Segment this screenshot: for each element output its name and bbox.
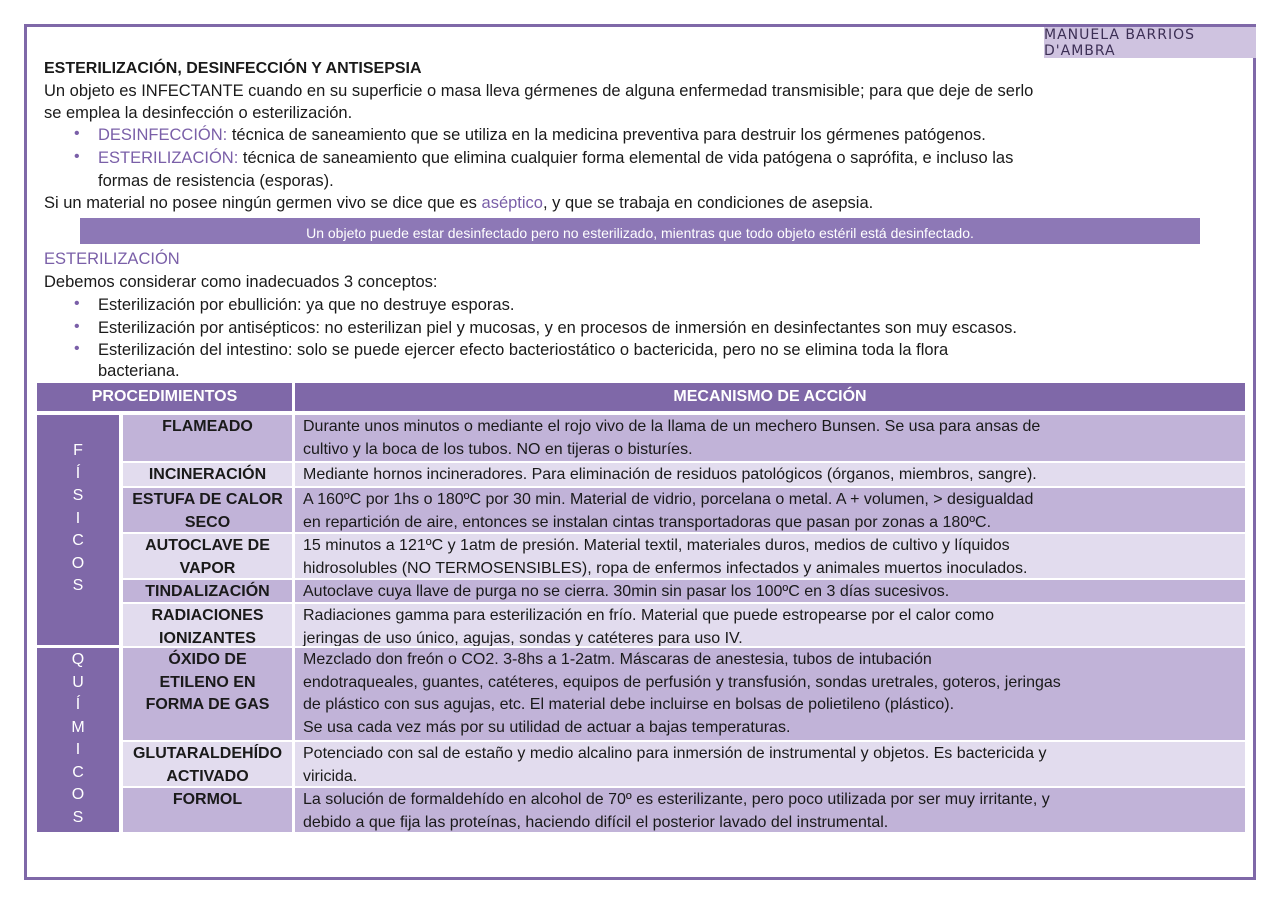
- description-line: 15 minutos a 121ºC y 1atm de presión. Material textil, materiales duros, medios de cultivo y líquidos: [303, 537, 1010, 554]
- description-line: Se usa cada vez más por su utilidad de actuar a bajas temperaturas.: [303, 718, 791, 736]
- group-letter: U: [72, 673, 84, 691]
- description-line: Durante unos minutos o mediante el rojo vivo de la llama de un mechero Bunsen. Se usa para ansas de: [303, 418, 1041, 435]
- description-line: hidrosolubles (NO TERMOSENSIBLES), ropa de enfermos infectados y animales muertos inoculados.: [303, 559, 1028, 577]
- procedure-name-line: IONIZANTES: [159, 629, 256, 646]
- procedure-description: [295, 742, 1245, 786]
- procedure-description: [295, 534, 1245, 578]
- procedure-name: [123, 580, 292, 602]
- col-header-procedimientos: PROCEDIMIENTOS: [37, 383, 292, 411]
- col-header-mecanismo: MECANISMO DE ACCIÓN: [295, 383, 1245, 411]
- procedure-description: [295, 463, 1245, 486]
- description-line: de plástico con sus agujas, etc. El material debe incluirse en bolsas de polietileno (plástico).: [303, 696, 955, 713]
- procedure-name-line: TINDALIZACIÓN: [145, 583, 270, 600]
- procedure-description: [295, 488, 1245, 532]
- description-line: endotraqueales, guantes, catéteres, equipos de perfusión y transfusión, sondas uretrales, goteros, jeringas: [303, 673, 1061, 691]
- procedure-name-line: FLAMEADO: [162, 418, 253, 435]
- procedure-name: [123, 488, 292, 532]
- procedure-name-line: ESTUFA DE CALOR: [132, 491, 283, 508]
- group-letter: C: [72, 763, 84, 781]
- description-line: en repartición de aire, entonces se instalan cintas transportadoras que pasan por zonas a 180ºC.: [303, 513, 992, 531]
- aseptic-post: , y que se trabaja en condiciones de asepsia.: [543, 194, 874, 212]
- inadequate-item: Esterilización por ebullición: ya que no destruye esporas.: [98, 296, 515, 314]
- group-letter: S: [72, 487, 84, 504]
- definition-text-cont: formas de resistencia (esporas).: [98, 172, 334, 190]
- procedure-name: [123, 534, 292, 578]
- description-line: jeringas de uso único, agujas, sondas y catéteres para uso IV.: [303, 629, 743, 646]
- procedure-name: [123, 604, 292, 646]
- description-line: viricida.: [303, 767, 358, 785]
- procedure-name-line: FORMA DE GAS: [145, 696, 270, 713]
- definition-esterilizacion: [98, 147, 1013, 169]
- bullet-icon: •: [74, 295, 80, 312]
- procedure-name-line: ACTIVADO: [166, 767, 249, 785]
- inadequate-item-cont: bacteriana.: [98, 362, 180, 380]
- group-letter: Í: [75, 464, 81, 482]
- procedure-name-line: ETILENO EN: [159, 673, 256, 691]
- procedure-name: [123, 648, 292, 740]
- group-fisicos: [37, 415, 119, 645]
- group-letter: S: [72, 808, 84, 826]
- group-letter: Q: [71, 651, 85, 668]
- bullet-icon: •: [74, 318, 80, 335]
- procedure-name-line: INCINERACIÓN: [148, 466, 267, 483]
- procedure-name-line: FORMOL: [172, 791, 243, 808]
- intro-line-2: se emplea la desinfección o esterilización.: [44, 104, 353, 122]
- procedure-name-line: ÓXIDO DE: [168, 651, 247, 668]
- procedure-description: [295, 415, 1245, 461]
- procedure-description: [295, 648, 1245, 740]
- group-letter: M: [71, 718, 85, 736]
- procedure-description: [295, 788, 1245, 832]
- note-banner: Un objeto puede estar desinfectado pero no esterilizado, mientras que todo objeto estéril está desinfectado.: [80, 218, 1200, 244]
- definition-term: DESINFECCIÓN:: [98, 126, 228, 144]
- procedure-name-line: VAPOR: [179, 559, 236, 577]
- page-title: ESTERILIZACIÓN, DESINFECCIÓN Y ANTISEPSIA: [44, 60, 422, 77]
- description-line: Radiaciones gamma para esterilización en frío. Material que puede estropearse por el calor como: [303, 607, 995, 624]
- section-lead: Debemos considerar como inadecuados 3 conceptos:: [44, 273, 438, 291]
- procedure-description: [295, 580, 1245, 602]
- group-letter: I: [75, 509, 81, 527]
- group-quimicos: [37, 648, 119, 832]
- group-letter: S: [72, 577, 84, 594]
- group-letter: Í: [75, 696, 81, 713]
- section-heading: ESTERILIZACIÓN: [44, 250, 180, 268]
- procedure-name: [123, 788, 292, 832]
- inadequate-item: Esterilización del intestino: solo se puede ejercer efecto bacteriostático o bactericida, pero no se elimina toda la flora: [98, 341, 949, 359]
- procedure-name-line: GLUTARALDEHÍDO: [132, 745, 283, 762]
- procedure-name: [123, 463, 292, 486]
- aseptic-term: aséptico: [481, 194, 543, 212]
- procedure-name: [123, 415, 292, 461]
- bullet-icon: •: [74, 125, 80, 142]
- description-line: Mediante hornos incineradores. Para eliminación de residuos patológicos (órganos, miembros, sangre).: [303, 466, 1037, 483]
- procedure-name-line: SECO: [184, 513, 231, 531]
- definition-term: ESTERILIZACIÓN:: [98, 149, 239, 167]
- group-letter: I: [75, 741, 81, 758]
- description-line: Autoclave cuya llave de purga no se cierra. 30min sin pasar los 100ºC en 3 días sucesivos.: [303, 583, 950, 600]
- description-line: Mezclado don freón o CO2. 3-8hs a 1-2atm. Máscaras de anestesia, tubos de intubación: [303, 651, 932, 668]
- description-line: La solución de formaldehído en alcohol de 70º es esterilizante, pero poco utilizada por ser muy irritante, y: [303, 791, 1050, 808]
- intro-line-1: Un objeto es INFECTANTE cuando en su superficie o masa lleva gérmenes de alguna enfermedad transmisible; para que deje de serlo: [44, 82, 1034, 100]
- bullet-icon: •: [74, 148, 80, 165]
- group-letter: O: [71, 786, 85, 803]
- definition-text: técnica de saneamiento que elimina cualquier forma elemental de vida patógena o saprófita, e incluso las: [238, 149, 1014, 167]
- author-tag: MANUELA BARRIOS D'AMBRA: [1044, 27, 1256, 58]
- procedure-name: [123, 742, 292, 786]
- description-line: A 160ºC por 1hs o 180ºC por 30 min. Material de vidrio, porcelana o metal. A + volumen, > desigualdad: [303, 491, 1034, 508]
- procedure-name-line: AUTOCLAVE DE: [145, 537, 270, 554]
- inadequate-item: Esterilización por antisépticos: no esterilizan piel y mucosas, y en procesos de inmersión en desinfectantes son muy escasos.: [98, 319, 1017, 337]
- group-letter: C: [72, 532, 84, 549]
- group-letter: O: [71, 554, 85, 572]
- definition-text: técnica de saneamiento que se utiliza en la medicina preventiva para destruir los gérmenes patógenos.: [227, 126, 986, 144]
- aseptic-sentence: [44, 192, 873, 214]
- description-line: Potenciado con sal de estaño y medio alcalino para inmersión de instrumental y objetos. Es bactericida y: [303, 745, 1047, 762]
- bullet-icon: •: [74, 340, 80, 357]
- procedure-description: [295, 604, 1245, 646]
- group-letter: F: [73, 442, 83, 459]
- description-line: cultivo y la boca de los tubos. NO en tijeras o bisturíes.: [303, 440, 693, 458]
- aseptic-pre: Si un material no posee ningún germen vivo se dice que es: [44, 194, 482, 212]
- procedure-name-line: RADIACIONES: [151, 607, 264, 624]
- description-line: debido a que fija las proteínas, haciendo difícil el posterior lavado del instrumental.: [303, 813, 889, 831]
- definition-desinfeccion: [98, 124, 986, 146]
